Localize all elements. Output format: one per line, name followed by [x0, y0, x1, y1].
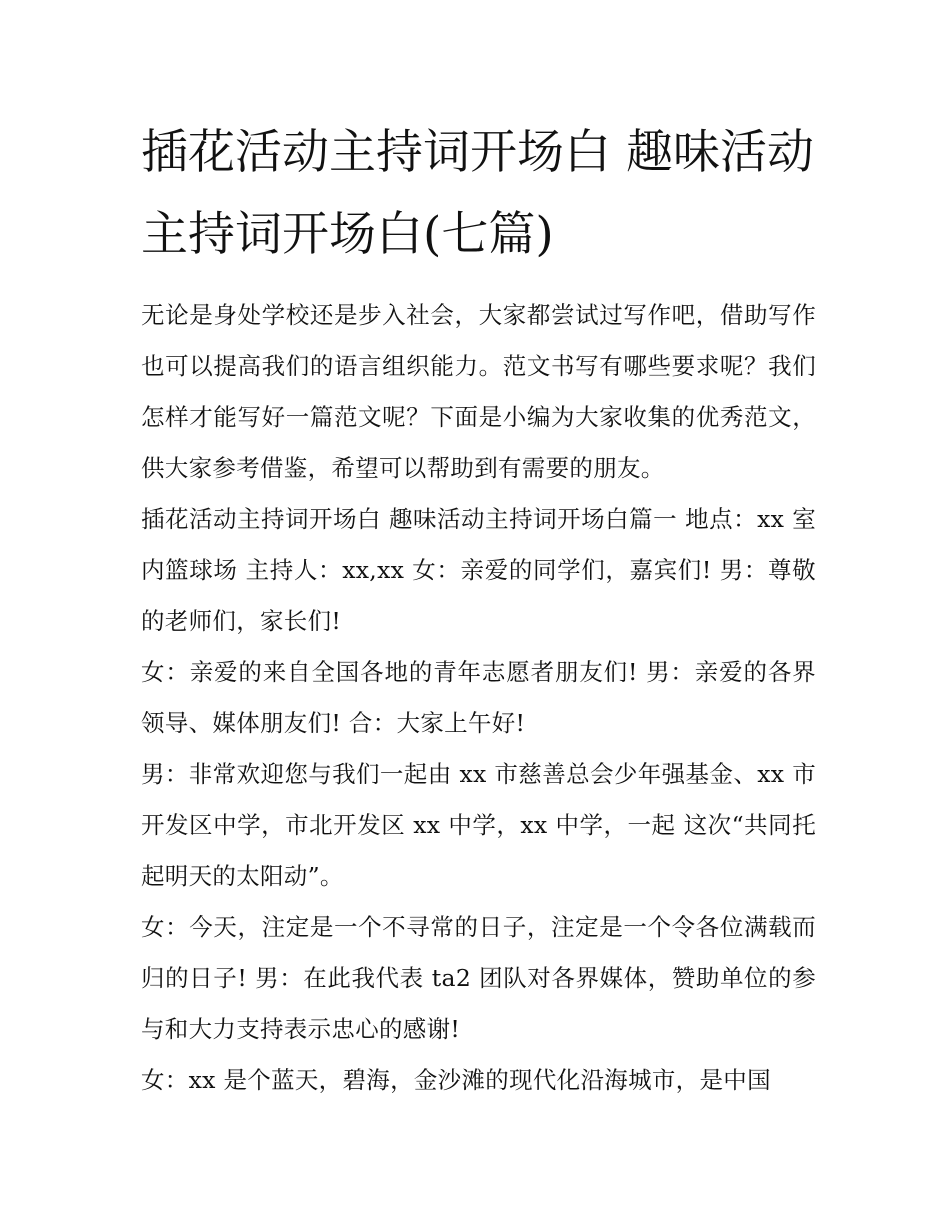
intro-paragraph: 无论是身处学校还是步入社会，大家都尝试过写作吧，借助写作也可以提高我们的语言组织能力。范文书写有哪些要求呢？我们怎样才能写好一篇范文呢？下面是小编为大家收集的优秀范文，供大家参考借鉴，希望可以帮助到有需要的朋友。	[141, 301, 816, 482]
body-paragraph: 插花活动主持词开场白 趣味活动主持词开场白篇一 地点：xx 室内篮球场 主持人：xx,xx 女：亲爱的同学们，嘉宾们! 男：尊敬的老师们，家长们!	[141, 505, 816, 635]
body-paragraph: 女：xx 是个蓝天，碧海，金沙滩的现代化沿海城市，是中国	[141, 1066, 771, 1094]
body-paragraph: 男：非常欢迎您与我们一起由 xx 市慈善总会少年强基金、xx 市开发区中学，市北开发区 xx 中学，xx 中学，一起 这次“共同托起明天的太阳动”。	[141, 760, 816, 890]
document-title: 插花活动主持词开场白 趣味活动主持词开场白(七篇)	[141, 125, 814, 262]
body-paragraph: 女：今天，注定是一个不寻常的日子，注定是一个令各位满载而归的日子! 男：在此我代表 ta2 团队对各界媒体，赞助单位的参与和大力支持表示忠心的感谢!	[141, 913, 816, 1043]
document-page	[141, 112, 816, 1106]
body-paragraph: 女：亲爱的来自全国各地的青年志愿者朋友们! 男：亲爱的各界领导、媒体朋友们! 合：大家上午好!	[141, 658, 816, 737]
